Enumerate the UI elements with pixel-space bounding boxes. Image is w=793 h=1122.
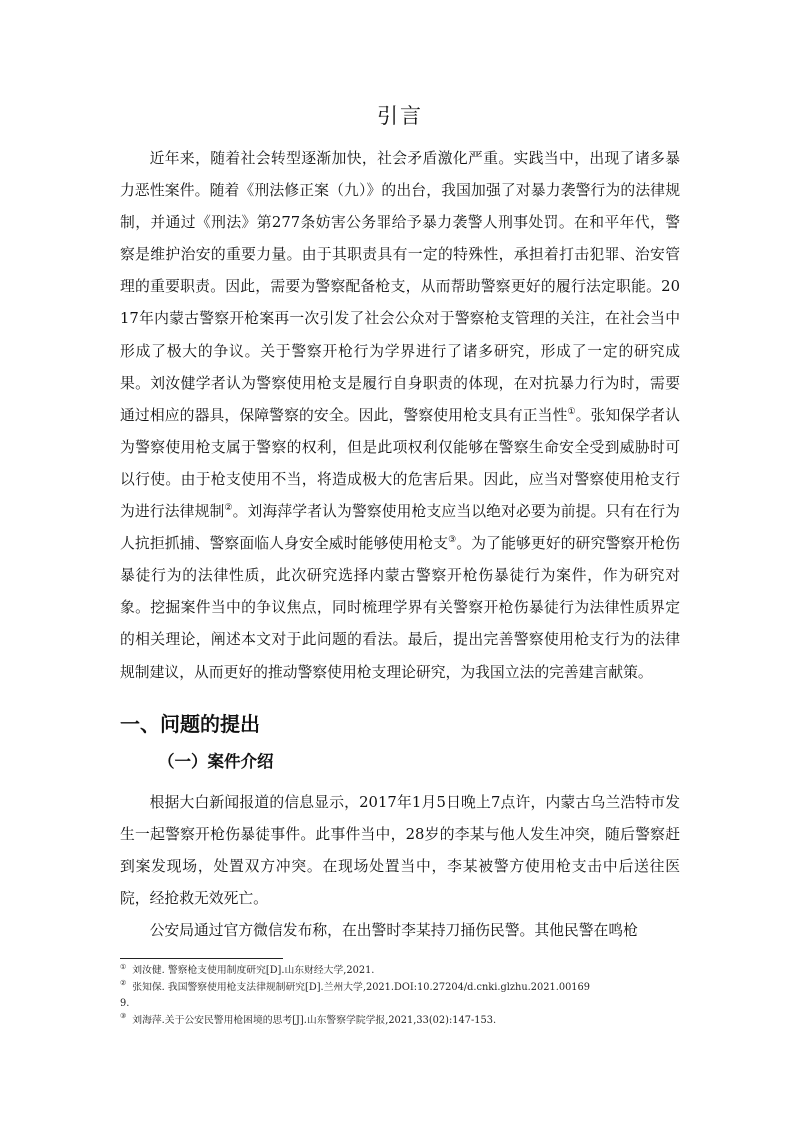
case-section xyxy=(120,787,680,947)
footnote-mark: ③ xyxy=(120,1012,127,1021)
footnote-mark: ① xyxy=(120,962,127,971)
footnote-mark: ② xyxy=(120,979,127,988)
footnote-3 xyxy=(120,1013,590,1030)
intro-text-3: 。刘海萍学者认为警察使用枪支应当以绝对必要为前提。只有在行为人抗拒抓捕、警察面临人身安全威时能够使用枪支 xyxy=(120,503,680,553)
footnote-1 xyxy=(120,963,590,980)
section-heading: 一、问题的提出 xyxy=(120,712,260,736)
footnote-2 xyxy=(120,980,590,1013)
footnote-divider xyxy=(120,958,283,959)
subsection-heading: （一）案件介绍 xyxy=(158,752,274,771)
footnote-ref-3[interactable]: ③ xyxy=(448,535,457,546)
intro-paragraph xyxy=(120,143,680,689)
footnote-ref-1[interactable]: ① xyxy=(567,406,576,417)
intro-text-2: 。张知保学者认为警察使用枪支属于警察的权利，但是此项权利仅能够在警察生命安全受到威胁时可以行使。由于枪支使用不当，将造成极大的危害后果。因此，应当对警察使用枪支行为进行法律规制 xyxy=(120,406,680,521)
footnote-text: 刘海萍.关于公安民警用枪困境的思考[J].山东警察学院学报,2021,33(02):147-153. xyxy=(132,1014,497,1026)
intro-section xyxy=(120,143,680,689)
intro-text-4: 。为了能够更好的研究警察开枪伤暴徒行为的法律性质，此次研究选择内蒙古警察开枪伤暴徒行为案件，作为研究对象。挖掘案件当中的争议焦点，同时梳理学界有关警察开枪伤暴徒行为法律性质界定的相关理论，阐述本文对于此问题的看法。最后，提出完善警察使用枪支行为的法律规制建议，从而更好的推动警察使用枪支理论研究，为我国立法的完善建言献策。 xyxy=(120,535,680,681)
footnotes xyxy=(120,963,590,1029)
footnote-ref-2[interactable]: ② xyxy=(224,503,233,514)
footnote-text: 张知保. 我国警察使用枪支法律规制研究[D].兰州大学,2021.DOI:10.27204/d.cnki.glzhu.2021.001699. xyxy=(120,981,590,1009)
case-paragraph-2: 公安局通过官方微信发布称，在出警时李某持刀捅伤民警。其他民警在鸣枪 xyxy=(149,922,638,940)
case-paragraph-1: 根据大白新闻报道的信息显示，2017年1月5日晚上7点许，内蒙古乌兰浩特市发生一起警察开枪伤暴徒事件。此事件当中，28岁的李某与他人发生冲突，随后警察赶到案发现场，处置双方冲突。在现场处置当中，李某被警方使用枪支击中后送往医院，经抢救无效死亡。 xyxy=(120,794,680,908)
footnote-text: 刘汝健. 警察枪支使用制度研究[D].山东财经大学,2021. xyxy=(132,965,375,976)
intro-text-1: 近年来，随着社会转型逐渐加快，社会矛盾激化严重。实践当中，出现了诸多暴力恶性案件。随着《刑法修正案（九）》的出台，我国加强了对暴力袭警行为的法律规制，并通过《刑法》第277条妨害公务罪给予暴力袭警人刑事处罚。在和平年代，警察是维护治安的重要力量。由于其职责具有一定的特殊性，承担着打击犯罪、治安管理的重要职责。因此，需要为警察配备枪支，从而帮助警察更好的履行法定职能。2017年内蒙古警察开枪案再一次引发了社会公众对于警察枪支管理的关注，在社会当中形成了极大的争议。关于警察开枪行为学界进行了诸多研究，形成了一定的研究成果。刘汝健学者认为警察使用枪支是履行自身职责的体现，在对抗暴力行为时，需要通过相应的器具，保障警察的安全。因此，警察使用枪支具有正当性 xyxy=(120,150,680,424)
page-title: 引言 xyxy=(377,104,423,128)
